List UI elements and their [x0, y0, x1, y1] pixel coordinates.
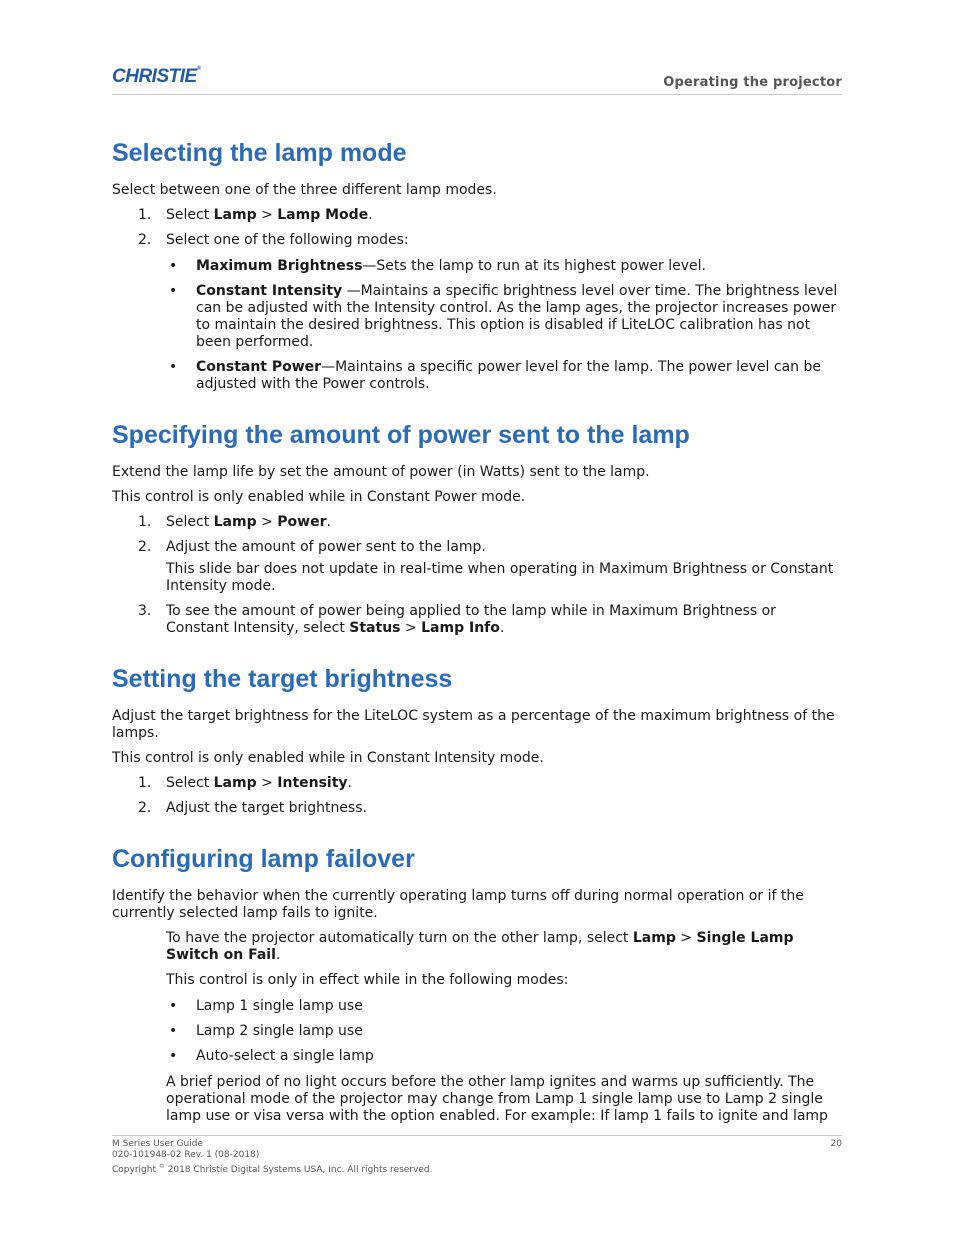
- page-content: [112, 138, 842, 1133]
- christie-logo: CHRISTIE®: [112, 66, 201, 87]
- mode-list: [166, 258, 842, 393]
- failover-closing: A brief period of no light occurs before the other lamp ignites and warms up sufficiently. The operational mode of the projector may change from Lamp 1 single lamp use to Lamp 2 single lamp use or visa versa with the option enabled. For example: If lamp 1 fails to ignite and lamp: [166, 1074, 828, 1124]
- step-note: This slide bar does not update in real-time when operating in Maximum Brightness or Constant Intensity mode.: [166, 561, 834, 594]
- step-item: 2. Select one of the following modes: • Maximum Brightness—Sets the lamp to run at its highest power level. • Constant Intensity —Maintains a specific brightness level over time. The brightness level can be adjusted with the Intensity control. As the lamp ages, the projector increases power to maintain the desired brightness. This option is disabled if LiteLOC calibration has not been performed. • Constant Power—Maintains a specific power level for the lamp. The power level can be adjusted with the Power controls.: [112, 232, 842, 393]
- failover-details: [166, 930, 842, 1125]
- intro-lamp-mode: Select between one of the three different lamp modes.: [112, 182, 497, 198]
- footer-revision: 020-101948-02 Rev. 1 (08-2018): [112, 1150, 260, 1160]
- heading-lamp-mode: Selecting the lamp mode: [112, 139, 407, 167]
- intro-failover: Identify the behavior when the currently operating lamp turns off during normal operation or if the currently selected lamp fails to ignite.: [112, 888, 804, 921]
- page-header: [112, 66, 842, 95]
- step-item: 1. Select Lamp > Lamp Mode.: [138, 207, 373, 223]
- heading-target-brightness: Setting the target brightness: [112, 665, 453, 693]
- failover-instruction: To have the projector automatically turn on the other lamp, select Lamp > Single Lamp Switch on Fail.: [166, 930, 794, 963]
- steps-power: [112, 514, 842, 637]
- note-brightness-mode: This control is only enabled while in Constant Intensity mode.: [112, 750, 544, 766]
- heading-power: Specifying the amount of power sent to the lamp: [112, 421, 690, 449]
- menu-lamp-mode: Lamp Mode: [277, 207, 369, 223]
- step-item: 2. Adjust the amount of power sent to the lamp. This slide bar does not update in real-time when operating in Maximum Brightness or Constant Intensity mode.: [112, 539, 842, 595]
- list-item: • Lamp 1 single lamp use: [166, 998, 842, 1015]
- menu-lamp: Lamp: [213, 207, 257, 223]
- footer-copyright: Copyright © 2018 Christie Digital Systems USA, Inc. All rights reserved.: [112, 1163, 433, 1175]
- list-item: • Auto-select a single lamp: [166, 1048, 842, 1065]
- steps-brightness: [112, 775, 842, 817]
- list-item: • Maximum Brightness—Sets the lamp to run at its highest power level.: [166, 258, 842, 275]
- page-footer: [112, 1135, 842, 1176]
- page-number: 20: [830, 1139, 842, 1149]
- heading-lamp-failover: Configuring lamp failover: [112, 845, 415, 873]
- intro-power: Extend the lamp life by set the amount of power (in Watts) sent to the lamp.: [112, 464, 650, 480]
- footer-guide-title: M Series User Guide: [112, 1139, 203, 1149]
- step-item: 1. Select Lamp > Power.: [138, 514, 331, 530]
- intro-brightness: Adjust the target brightness for the LiteLOC system as a percentage of the maximum brightness of the lamps.: [112, 708, 835, 741]
- list-item: • Constant Intensity —Maintains a specific brightness level over time. The brightness level can be adjusted with the Intensity control. As the lamp ages, the projector increases power to maintain the desired brightness. This option is disabled if LiteLOC calibration has not been performed.: [166, 283, 842, 351]
- step-item: 3. To see the amount of power being applied to the lamp while in Maximum Brightness or Constant Intensity, select Status > Lamp Info.: [138, 603, 776, 636]
- list-item: • Constant Power—Maintains a specific power level for the lamp. The power level can be adjusted with the Power controls.: [166, 359, 842, 393]
- note-power-mode: This control is only enabled while in Constant Power mode.: [112, 489, 526, 505]
- list-item: • Lamp 2 single lamp use: [166, 1023, 842, 1040]
- modes-intro: This control is only in effect while in the following modes:: [166, 972, 569, 988]
- failover-mode-list: [166, 998, 842, 1065]
- header-section-title: Operating the projector: [663, 75, 842, 90]
- step-item: 1. Select Lamp > Intensity.: [138, 775, 352, 791]
- step-item: 2. Adjust the target brightness.: [138, 800, 367, 816]
- steps-lamp-mode: [112, 207, 842, 393]
